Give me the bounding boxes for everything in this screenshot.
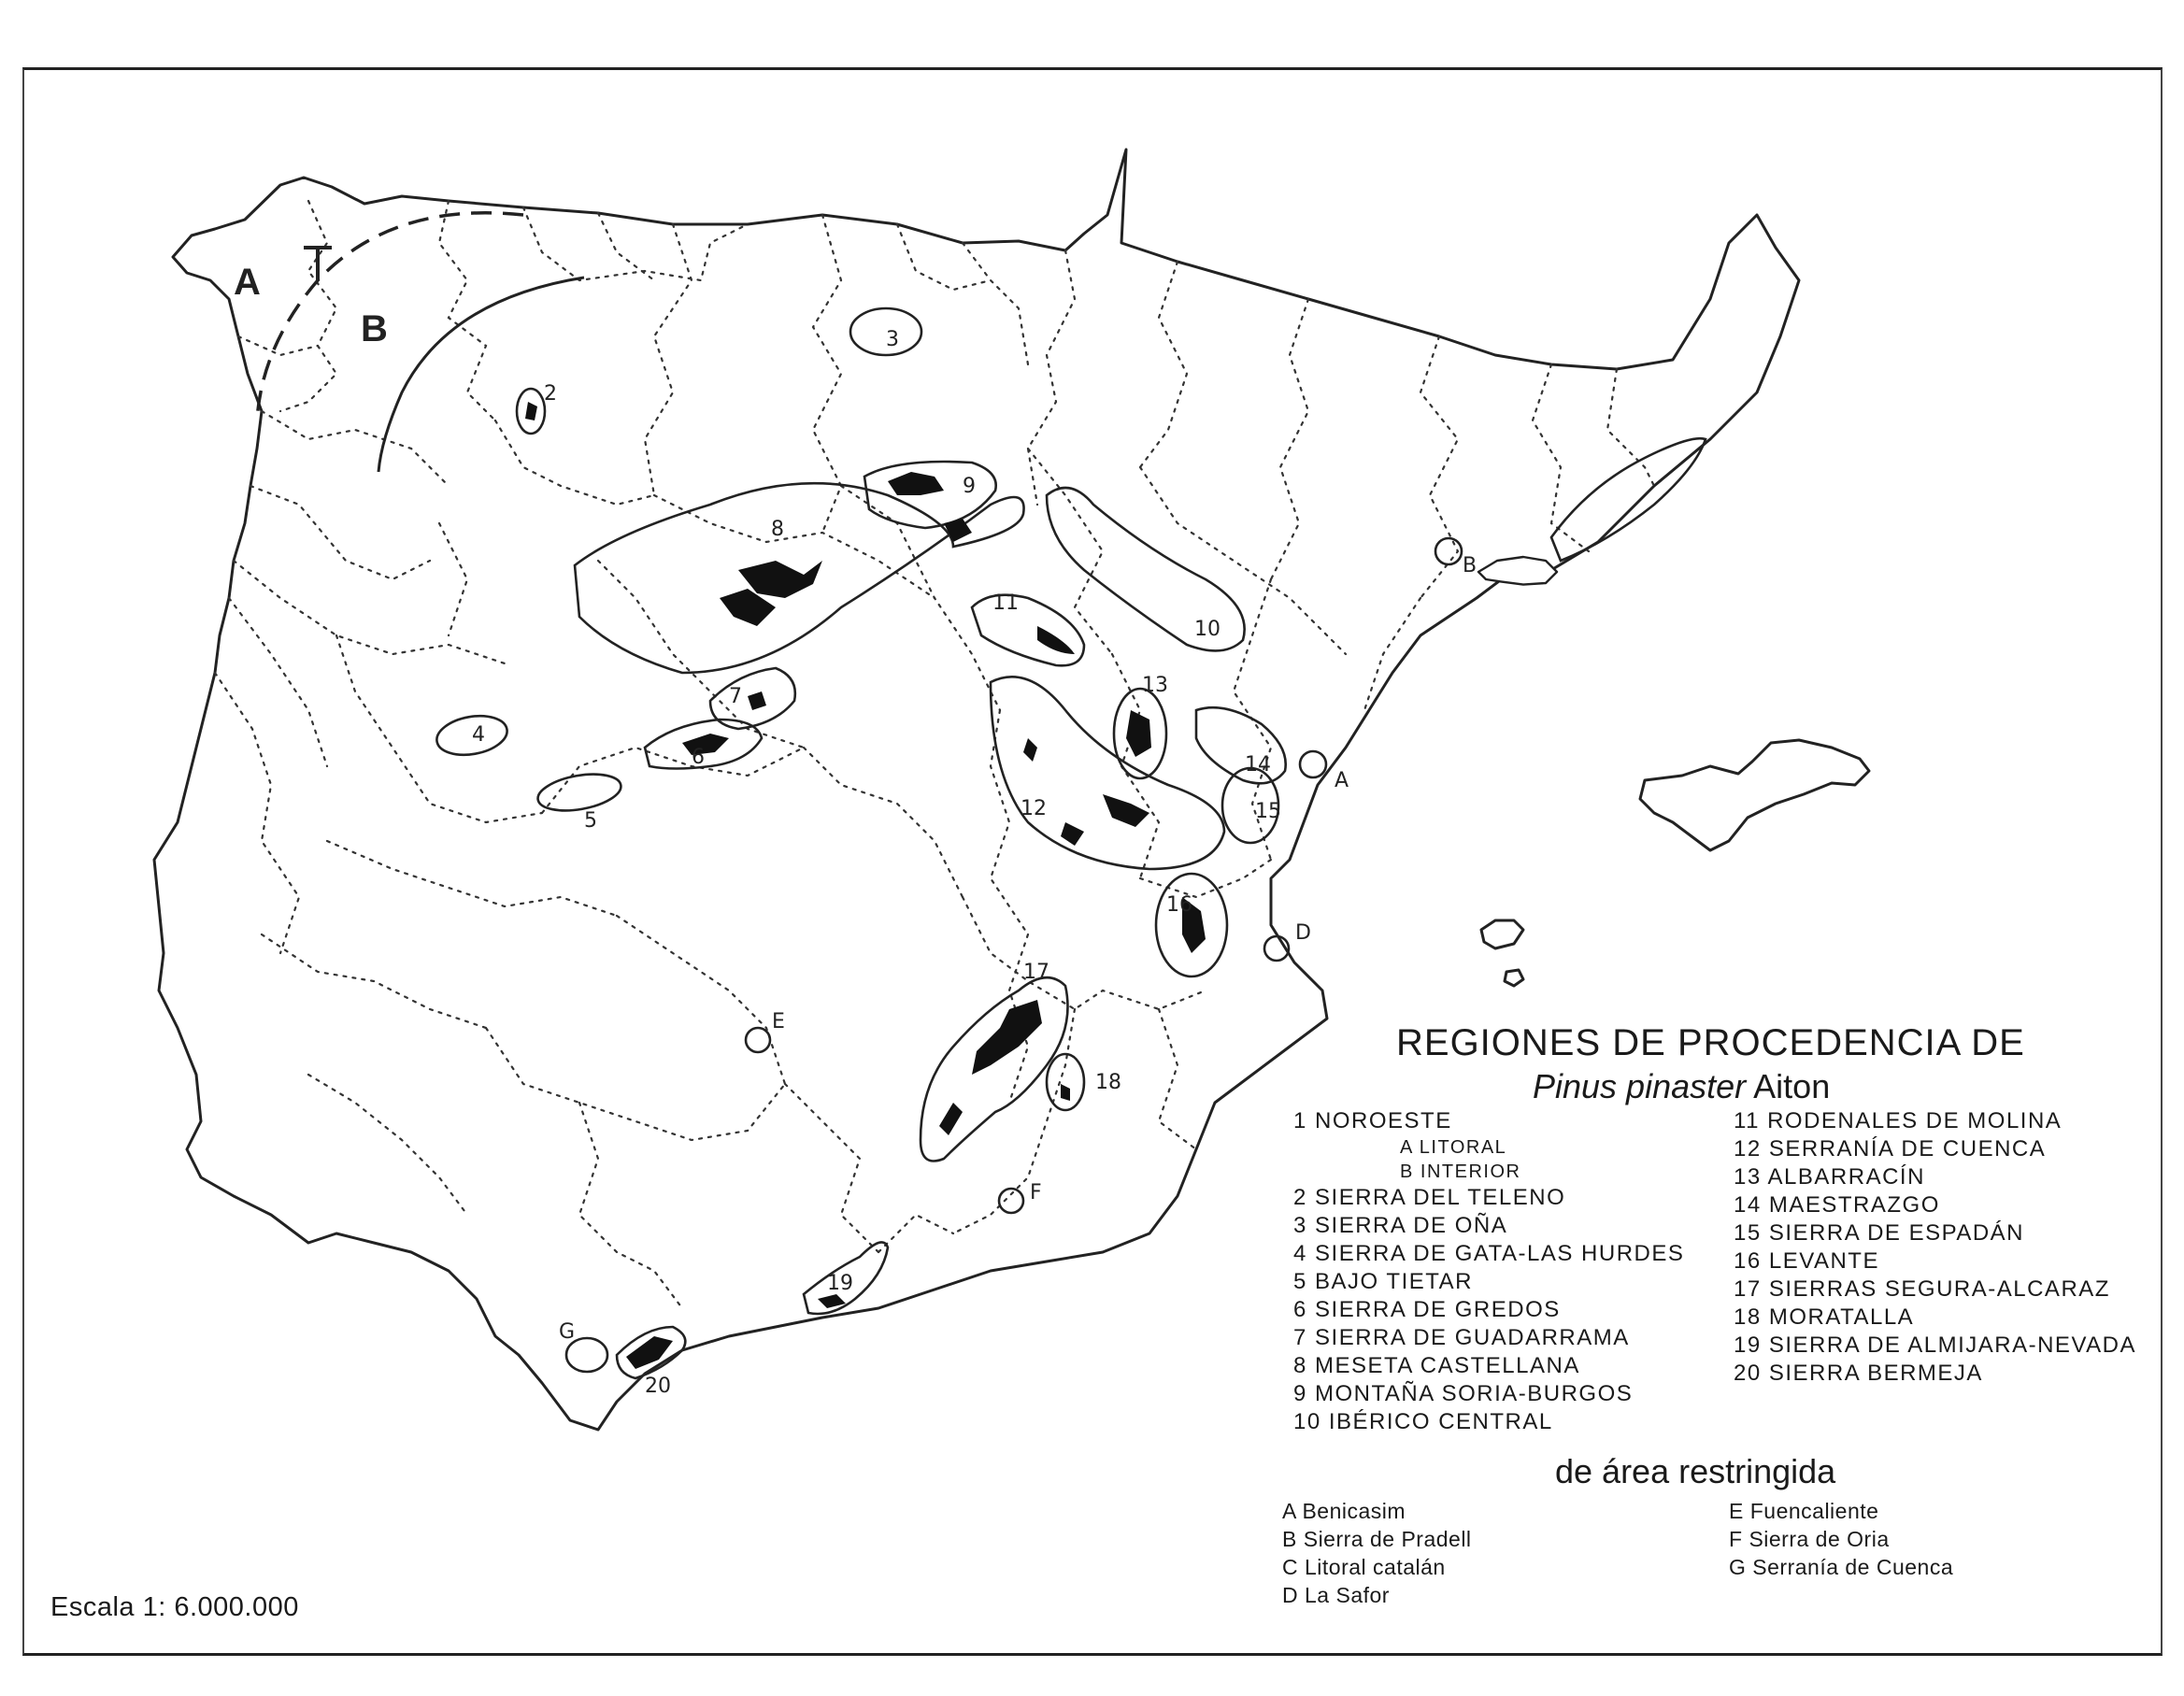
restricted-item: C Litoral catalán (1282, 1555, 1446, 1579)
legend-item: 13 ALBARRACÍN (1734, 1164, 1925, 1190)
restricted-item: F Sierra de Oria (1729, 1527, 1890, 1551)
map-label-2: 2 (544, 382, 557, 406)
legend-item: 11 RODENALES DE MOLINA (1734, 1108, 2063, 1133)
region-list-right (1734, 1107, 2136, 1388)
map-label-3: 3 (886, 328, 899, 351)
map-scale: Escala 1: 6.000.000 (50, 1592, 299, 1622)
species-name: Pinus pinaster (1533, 1067, 1747, 1105)
restricted-item: D La Safor (1282, 1583, 1390, 1607)
species-author: Aiton (1753, 1067, 1831, 1105)
legend-item: 16 LEVANTE (1734, 1248, 1879, 1274)
mallorca-island (1640, 740, 1869, 850)
legend-subitem: B INTERIOR (1400, 1162, 1521, 1182)
map-label-f: F (1030, 1181, 1042, 1204)
legend-item: 17 SIERRAS SEGURA-ALCARAZ (1734, 1276, 2110, 1302)
map-label-e: E (772, 1010, 785, 1033)
map-label-a: A (1335, 769, 1349, 792)
restricted-item: E Fuencaliente (1729, 1499, 1879, 1523)
restricted-item: B Sierra de Pradell (1282, 1527, 1472, 1551)
legend-item: 20 SIERRA BERMEJA (1734, 1361, 1983, 1386)
restricted-list-right (1729, 1497, 1953, 1581)
legend-title: REGIONES DE PROCEDENCIA DE (1396, 1022, 2025, 1063)
restricted-areas-title: de área restringida (1555, 1452, 1836, 1490)
map-label-10: 10 (1194, 618, 1220, 641)
legend-item: 18 MORATALLA (1734, 1304, 1915, 1330)
map-label-5: 5 (584, 809, 597, 833)
legend-item: 2 SIERRA DEL TELENO (1293, 1185, 1566, 1210)
legend-subitem: A LITORAL (1400, 1137, 1507, 1158)
legend-item: 14 MAESTRAZGO (1734, 1192, 1940, 1218)
map-label-20: 20 (645, 1375, 671, 1398)
restricted-list-left (1282, 1497, 1472, 1609)
map-label-8: 8 (771, 518, 784, 541)
map-label-16: 16 (1166, 893, 1192, 917)
restricted-item: A Benicasim (1282, 1499, 1406, 1523)
legend-item: 9 MONTAÑA SORIA-BURGOS (1293, 1381, 1634, 1406)
ibiza-island (1481, 920, 1523, 948)
legend-item: 4 SIERRA DE GATA-LAS HURDES (1293, 1241, 1685, 1266)
restricted-item: G Serranía de Cuenca (1729, 1555, 1954, 1579)
map-label-17: 17 (1023, 961, 1049, 984)
legend-item: 3 SIERRA DE OÑA (1293, 1213, 1508, 1238)
map-label-7: 7 (729, 685, 742, 708)
map-label-13: 13 (1142, 674, 1168, 697)
legend-item: 19 SIERRA DE ALMIJARA-NEVADA (1734, 1333, 2137, 1358)
legend-item: 7 SIERRA DE GUADARRAMA (1293, 1325, 1630, 1350)
legend-subtitle (1533, 1067, 1830, 1106)
legend-item: 1 NOROESTE (1293, 1108, 1452, 1133)
region-list-left (1293, 1107, 1684, 1436)
zone-letter-a: A (234, 262, 261, 303)
legend-item: 15 SIERRA DE ESPADÁN (1734, 1220, 2024, 1246)
map-label-6: 6 (692, 746, 705, 769)
map-label-14: 14 (1245, 753, 1271, 777)
legend-item: 5 BAJO TIETAR (1293, 1269, 1473, 1294)
map-label-9: 9 (963, 475, 976, 498)
map-label-19: 19 (827, 1272, 853, 1295)
map-label-4: 4 (472, 723, 485, 747)
legend-item: 10 IBÉRICO CENTRAL (1293, 1409, 1553, 1434)
legend-item: 8 MESETA CASTELLANA (1293, 1353, 1580, 1378)
legend-item: 6 SIERRA DE GREDOS (1293, 1297, 1561, 1322)
map-label-d: D (1295, 921, 1311, 945)
map-label-12: 12 (1021, 797, 1047, 820)
map-label-15: 15 (1255, 800, 1281, 823)
map-label-g: G (559, 1320, 576, 1344)
zone-letter-b: B (361, 308, 388, 349)
map-label-18: 18 (1095, 1071, 1121, 1094)
formentera-island (1505, 970, 1523, 986)
map-label-b: B (1463, 554, 1477, 577)
legend-item: 12 SERRANÍA DE CUENCA (1734, 1136, 2047, 1162)
map-label-11: 11 (992, 591, 1019, 615)
